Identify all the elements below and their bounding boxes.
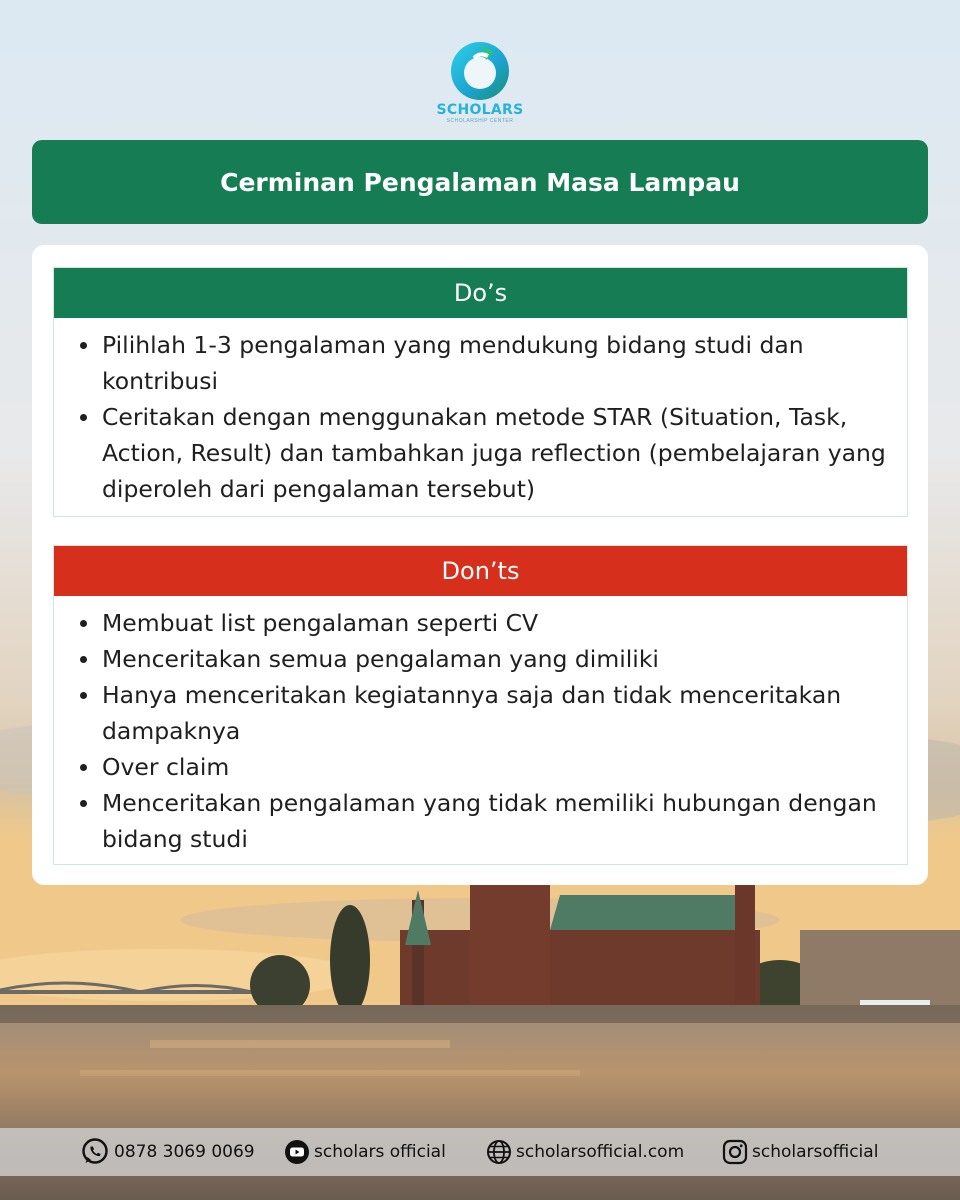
dos-item: Ceritakan dengan menggunakan metode STAR (Situation, Task, Action, Result) dan tambahkan juga reflection (pembelajaran yang diperoleh dari pengalaman tersebut) [102, 399, 895, 507]
page-title: Cerminan Pengalaman Masa Lampau [220, 167, 740, 197]
globe-icon [486, 1139, 512, 1165]
whatsapp-number: 0878 3069 0069 [114, 1142, 255, 1162]
footer-instagram[interactable] [722, 1128, 878, 1176]
whatsapp-icon [80, 1137, 110, 1167]
instagram-handle: scholarsofficial [752, 1142, 879, 1162]
footer-website[interactable] [486, 1128, 684, 1176]
content-card [32, 245, 928, 885]
donts-item: Menceritakan semua pengalaman yang dimiliki [102, 641, 895, 677]
donts-section [53, 545, 908, 865]
donts-item: Membuat list pengalaman seperti CV [102, 605, 895, 641]
logo-wordmark: SCHOLARS [436, 102, 524, 118]
dos-heading: Do’s [54, 268, 907, 318]
donts-item: Hanya menceritakan kegiatannya saja dan tidak menceritakan dampaknya [102, 677, 895, 749]
logo-tagline: SCHOLARSHIP CENTER [446, 118, 514, 124]
footer-youtube[interactable] [284, 1128, 446, 1176]
youtube-channel: scholars official [314, 1142, 446, 1162]
scholars-logo [430, 38, 530, 128]
website-url: scholarsofficial.com [516, 1142, 685, 1162]
donts-list [54, 596, 907, 857]
dos-item: Pilihlah 1-3 pengalaman yang mendukung bidang studi dan kontribusi [102, 327, 895, 399]
dos-section [53, 267, 908, 517]
scholars-logo-icon [448, 38, 512, 102]
footer-whatsapp[interactable] [80, 1128, 255, 1176]
donts-heading: Don’ts [54, 546, 907, 596]
donts-item: Over claim [102, 749, 895, 785]
instagram-icon [722, 1139, 748, 1165]
dos-list [54, 318, 907, 507]
footer-contact-bar [0, 1128, 960, 1176]
title-banner [32, 140, 928, 224]
donts-item: Menceritakan pengalaman yang tidak memiliki hubungan dengan bidang studi [102, 785, 895, 857]
youtube-icon [284, 1139, 310, 1165]
